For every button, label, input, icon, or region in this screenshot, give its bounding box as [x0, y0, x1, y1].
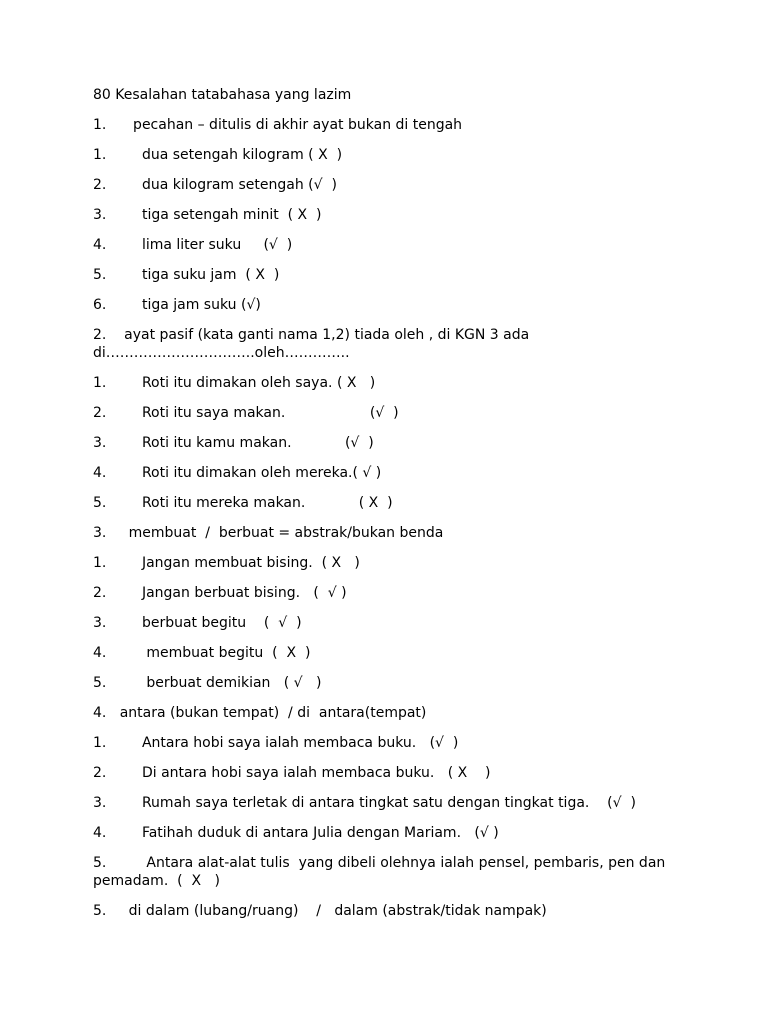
document-title: 80 Kesalahan tatabahasa yang lazim — [93, 87, 352, 103]
section-heading: 5. di dalam (lubang/ruang) / dalam (abstrak/tidak nampak) — [93, 903, 547, 919]
example-line: 2. dua kilogram setengah (√ ) — [93, 177, 337, 193]
example-line: 5. Antara alat-alat tulis yang dibeli olehnya ialah pensel, pembaris, pen dan pemadam. ( X ) — [93, 855, 666, 889]
section-heading: 1. pecahan – ditulis di akhir ayat bukan di tengah — [93, 117, 463, 133]
example-line: 3. tiga setengah minit ( X ) — [93, 207, 322, 223]
example-line: 3. berbuat begitu ( √ ) — [93, 615, 302, 631]
example-line: 5. Roti itu mereka makan. ( X ) — [93, 495, 393, 511]
section-heading: 4. antara (bukan tempat) / di antara(tempat) — [93, 705, 427, 721]
example-line: 2. Jangan berbuat bising. ( √ ) — [93, 585, 347, 601]
example-line: 2. Di antara hobi saya ialah membaca buku. ( X ) — [93, 765, 491, 781]
example-line: 5. berbuat demikian ( √ ) — [93, 675, 322, 691]
example-line: 6. tiga jam suku (√) — [93, 297, 261, 313]
example-line: 4. Roti itu dimakan oleh mereka.( √ ) — [93, 465, 382, 481]
section-heading: 3. membuat / berbuat = abstrak/bukan benda — [93, 525, 444, 541]
example-line: 1. Roti itu dimakan oleh saya. ( X ) — [93, 375, 376, 391]
example-line: 1. dua setengah kilogram ( X ) — [93, 147, 343, 163]
example-line: 4. membuat begitu ( X ) — [93, 645, 311, 661]
example-line: 4. lima liter suku (√ ) — [93, 237, 293, 253]
example-line: 3. Rumah saya terletak di antara tingkat satu dengan tingkat tiga. (√ ) — [93, 795, 636, 811]
section-heading: 2. ayat pasif (kata ganti nama 1,2) tiada oleh , di KGN 3 ada di…………………………..oleh………….. — [93, 327, 530, 361]
example-line: 2. Roti itu saya makan. (√ ) — [93, 405, 399, 421]
example-line: 5. tiga suku jam ( X ) — [93, 267, 280, 283]
example-line: 1. Jangan membuat bising. ( X ) — [93, 555, 360, 571]
example-line: 3. Roti itu kamu makan. (√ ) — [93, 435, 374, 451]
example-line: 1. Antara hobi saya ialah membaca buku. (√ ) — [93, 735, 459, 751]
example-line: 4. Fatihah duduk di antara Julia dengan Mariam. (√ ) — [93, 825, 499, 841]
